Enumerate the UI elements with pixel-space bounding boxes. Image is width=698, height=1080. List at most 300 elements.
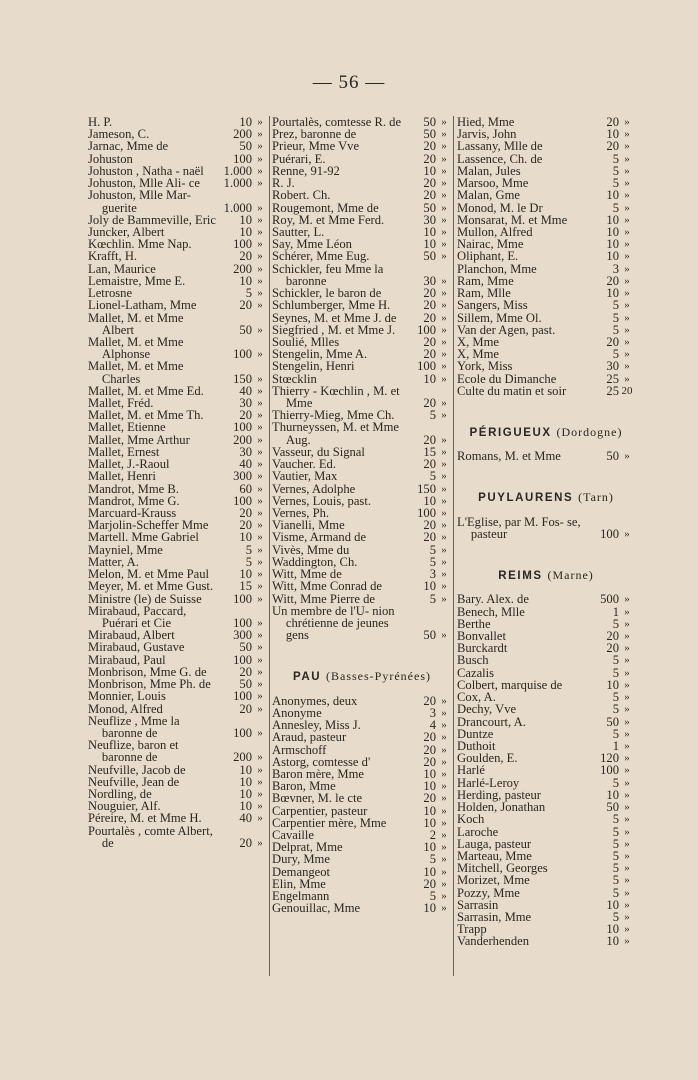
donation-amount: 200	[233, 432, 252, 447]
donor-name: Duntze	[457, 726, 494, 741]
centimes-mark: »	[624, 801, 630, 814]
donation-amount: 5	[612, 885, 619, 900]
section-city: REIMS	[498, 570, 543, 583]
donation-amount: 5	[612, 861, 619, 876]
centimes-mark: »	[441, 287, 447, 300]
donor-name: Berthe	[457, 616, 491, 631]
donor-name: Melon, M. et Mme Paul	[88, 567, 210, 582]
donor-name: Benech, Mlle	[457, 604, 525, 619]
donor-entry	[272, 605, 452, 642]
donation-amount: 5	[612, 665, 619, 680]
centimes-mark: »	[624, 935, 630, 948]
centimes-mark: »	[257, 653, 263, 666]
donor-entry	[88, 739, 268, 763]
donor-name: L'Eglise, par M. Fos- se, pasteur	[457, 514, 581, 541]
centimes-mark: »	[257, 299, 263, 312]
section-heading	[272, 670, 452, 683]
donor-name: Morizet, Mme	[457, 873, 530, 888]
donor-entry	[88, 421, 268, 433]
donor-name: Hied, Mme	[457, 115, 515, 129]
donor-entry	[272, 531, 452, 543]
donation-amount: 20	[239, 701, 252, 716]
centimes-mark: »	[257, 702, 263, 715]
centimes-mark: »	[257, 287, 263, 300]
donor-entry	[272, 792, 452, 804]
donor-entry	[88, 140, 268, 152]
centimes-mark: »	[441, 531, 447, 544]
donation-amount: 20	[606, 273, 619, 288]
donation-amount: 5	[429, 542, 436, 557]
donor-name: Neufville, Jean de	[88, 774, 180, 789]
centimes-mark: »	[441, 140, 447, 153]
donation-amount: 5	[429, 408, 436, 423]
donation-amount: 20	[423, 791, 436, 806]
donor-name: Prez, baronne de	[272, 127, 357, 142]
donor-name: Sautter, L.	[272, 224, 325, 239]
donor-entry	[272, 312, 452, 324]
donor-name: Schérer, Mme Eug.	[272, 249, 370, 264]
donor-entry	[88, 764, 268, 776]
centimes-mark: »	[441, 494, 447, 507]
centimes-mark: »	[257, 690, 263, 703]
donor-name: Mandrot, Mme B.	[88, 481, 179, 496]
donation-amount: 5	[612, 653, 619, 668]
donor-entry	[272, 805, 452, 817]
donation-amount: 10	[606, 897, 619, 912]
donor-name: Jameson, C.	[88, 127, 150, 142]
donor-entry	[457, 654, 635, 666]
centimes-mark: »	[624, 274, 630, 287]
centimes-mark: »	[624, 311, 630, 324]
centimes-mark: »	[257, 800, 263, 813]
centimes-mark: »	[257, 751, 263, 764]
donor-name: Baron, Mme	[272, 779, 336, 794]
donation-amount: 20	[423, 298, 436, 313]
donor-entry	[457, 189, 635, 201]
centimes-mark: »	[257, 788, 263, 801]
donor-name: Joly de Bammeville, Eric	[88, 212, 217, 227]
donor-name: Schickler, le baron de	[272, 286, 382, 301]
donor-entry	[88, 336, 268, 360]
centimes-mark: »	[441, 128, 447, 141]
donation-amount: 5	[612, 702, 619, 717]
donor-entry	[88, 593, 268, 605]
donation-amount: 20	[239, 518, 252, 533]
section-spacer	[457, 397, 635, 424]
donor-name: Drancourt, A.	[457, 714, 526, 729]
centimes-mark: »	[624, 116, 630, 128]
donation-amount: 25	[606, 383, 619, 398]
donor-name: Johuston, Mlle Ali- ce	[88, 176, 200, 191]
centimes-mark: »	[624, 715, 630, 728]
donor-name: Demangeot	[272, 864, 331, 879]
donation-amount: 300	[233, 628, 252, 643]
donor-name: Marsoo, Mme	[457, 176, 529, 191]
donor-name: Pourtalès, comtesse R. de	[272, 115, 402, 129]
donation-amount: 10	[606, 188, 619, 203]
centimes-mark: »	[257, 164, 263, 177]
donor-name: Stœcklin	[272, 371, 317, 386]
donor-entry	[457, 593, 635, 605]
centimes-mark: »	[441, 731, 447, 744]
centimes-mark: »	[257, 629, 263, 642]
donation-amount: 30	[239, 444, 252, 459]
donation-amount: 20	[423, 457, 436, 472]
centimes-mark: »	[257, 580, 263, 593]
donor-entry	[272, 483, 452, 495]
donation-amount: 20	[606, 139, 619, 154]
donation-amount: 60	[239, 481, 252, 496]
donor-name: Neuflize, baron et baronne de	[88, 738, 179, 765]
donor-name: Mallet, Mme Arthur	[88, 432, 190, 447]
donor-entry	[457, 202, 635, 214]
centimes-mark: »	[441, 177, 447, 190]
donor-name: Sangers, Miss	[457, 298, 528, 313]
donor-entry	[88, 299, 268, 311]
centimes-mark: »	[624, 213, 630, 226]
centimes-mark: »	[624, 911, 630, 924]
donor-entry	[272, 421, 452, 445]
donation-amount: 10	[606, 249, 619, 264]
donation-amount: 20	[606, 641, 619, 656]
donation-amount: 30	[606, 359, 619, 374]
donation-amount: 20	[423, 742, 436, 757]
donation-amount: 10	[239, 762, 252, 777]
donor-name: Monbrison, Mme Ph. de	[88, 677, 211, 692]
donation-amount: 20	[606, 629, 619, 643]
donation-amount: 5	[612, 775, 619, 790]
donation-amount: 1	[612, 738, 619, 753]
section-spacer	[457, 462, 635, 489]
donor-name: Robert. Ch.	[272, 188, 331, 203]
donor-entry	[272, 250, 452, 262]
donation-amount: 5	[612, 347, 619, 362]
donor-name: Harlé	[457, 763, 485, 778]
donation-amount: 30	[423, 273, 436, 288]
donor-name: X, Mme	[457, 334, 499, 349]
centimes-mark: »	[441, 853, 447, 866]
centimes-mark: »	[441, 348, 447, 361]
section-heading	[457, 426, 635, 439]
donation-amount: 10	[606, 677, 619, 692]
centimes-mark: »	[624, 593, 630, 606]
donation-amount: 100	[233, 689, 252, 704]
donor-name: Martell. Mme Gabriel	[88, 530, 199, 545]
centimes-mark: »	[624, 788, 630, 801]
donation-amount: 5	[612, 726, 619, 741]
section-region: (Basses-Pyrénées)	[326, 669, 431, 684]
donor-entry	[88, 825, 268, 849]
donor-name: Anonymes, deux	[272, 693, 358, 708]
donation-amount: 15	[239, 579, 252, 594]
centimes-mark: »	[257, 568, 263, 581]
donation-amount: 10	[239, 115, 252, 129]
donation-amount: 1.000	[223, 163, 252, 178]
centimes-mark: »	[624, 849, 630, 862]
donation-amount: 10	[239, 787, 252, 802]
donor-name: Neuflize , Mme la baronne de	[88, 713, 180, 740]
donor-name: Jarnac, Mme de	[88, 139, 169, 154]
donor-name: Carpentier, pasteur	[272, 803, 368, 818]
centimes-mark: »	[257, 116, 263, 128]
centimes-mark: »	[441, 568, 447, 581]
donor-name: Baron mère, Mme	[272, 766, 364, 781]
donor-entry	[272, 373, 452, 385]
donation-amount: 5	[612, 151, 619, 166]
donation-amount: 20	[606, 334, 619, 349]
donor-name: Mullon, Alfred	[457, 224, 533, 239]
donor-name: Ram, Mme	[457, 273, 514, 288]
centimes-mark: »	[624, 164, 630, 177]
centimes-mark: »	[257, 274, 263, 287]
centimes-mark: »	[257, 201, 263, 214]
centimes-mark: »	[257, 213, 263, 226]
donor-name: Colbert, marquise de	[457, 677, 563, 692]
donation-amount: 10	[239, 224, 252, 239]
donation-amount: 10	[239, 530, 252, 545]
centimes-mark: »	[257, 531, 263, 544]
donation-amount: 100	[233, 237, 252, 252]
centimes-mark: »	[441, 189, 447, 202]
donor-name: Letrosne	[88, 286, 133, 301]
donor-name: Siegfried , M. et Mme J.	[272, 322, 396, 337]
centimes-mark: »	[257, 678, 263, 691]
donation-amount: 40	[239, 457, 252, 472]
donor-name: Neufville, Jacob de	[88, 762, 186, 777]
section-region: (Tarn)	[578, 490, 614, 505]
donor-entry	[88, 483, 268, 495]
donor-name: Armschoff	[272, 742, 327, 757]
donor-name: Laroche	[457, 824, 499, 839]
donor-name: Johuston	[88, 151, 133, 166]
centimes-mark: »	[624, 654, 630, 667]
donor-entry	[272, 580, 452, 592]
centimes-mark: »	[257, 250, 263, 263]
donor-name: Sillem, Mme Ol.	[457, 310, 542, 325]
centimes-mark: »	[624, 727, 630, 740]
centimes-mark: »	[441, 890, 447, 903]
column-1	[88, 116, 268, 849]
centimes-mark: »	[624, 323, 630, 336]
donor-name: Monsarat, M. et Mme	[457, 212, 568, 227]
donation-amount: 5	[612, 910, 619, 925]
donor-entry	[88, 250, 268, 262]
donor-name: Mirabaud, Paccard, Puérari et Cie	[88, 603, 187, 630]
donor-name: Meyer, M. et Mme Gust.	[88, 579, 214, 594]
donor-name: Malan, Gme	[457, 188, 520, 203]
centimes-mark: »	[441, 755, 447, 768]
donor-name: Vernes, Louis, past.	[272, 493, 371, 508]
donor-name: Bœvner, M. le cte	[272, 791, 363, 806]
donor-name: Lan, Maurice	[88, 261, 156, 276]
donor-entry	[457, 385, 635, 397]
section-region: (Dordogne)	[556, 425, 623, 440]
donation-amount: 10	[239, 273, 252, 288]
donation-amount: 10	[239, 567, 252, 582]
donation-amount: 20	[239, 835, 252, 850]
donor-name: Trapp	[457, 922, 487, 937]
centimes-mark: »	[257, 507, 263, 519]
donor-name: H. P.	[88, 115, 113, 129]
donation-amount: 150	[233, 371, 252, 386]
donor-name: Vernes, Ph.	[272, 506, 330, 520]
donor-entry	[272, 299, 452, 311]
donor-entry	[457, 360, 635, 372]
donor-name: Elin, Mme	[272, 876, 326, 891]
donation-amount: 100	[600, 763, 619, 778]
donor-entry	[272, 202, 452, 214]
donation-amount: 5	[612, 848, 619, 863]
centimes-mark: »	[624, 739, 630, 752]
donor-name: Schickler, feu Mme la baronne	[272, 261, 384, 288]
donor-entry	[457, 299, 635, 311]
centimes-mark: »	[441, 629, 447, 642]
donor-name: Delprat, Mme	[272, 840, 343, 855]
centimes-mark: »	[441, 470, 447, 483]
donation-amount: 10	[423, 840, 436, 855]
donor-name: Vanderhenden	[457, 934, 530, 949]
donation-amount: 2	[429, 828, 436, 843]
centimes-mark: »	[441, 816, 447, 829]
donation-amount: 5	[612, 163, 619, 178]
donor-name: Vernes, Adolphe	[272, 481, 356, 496]
centimes-mark: »	[441, 360, 447, 373]
donor-entry	[457, 887, 635, 899]
donor-name: Duthoit	[457, 738, 496, 753]
centimes-mark: »	[257, 726, 263, 739]
donation-amount: 150	[417, 481, 436, 496]
donor-entry	[272, 263, 452, 287]
centimes-mark: »	[257, 775, 263, 788]
donation-amount: 30	[239, 396, 252, 411]
donation-amount: 50	[239, 640, 252, 655]
donor-name: Mallet, Henri	[88, 469, 156, 484]
donor-name: R. J.	[272, 176, 295, 191]
donation-amount: 25	[606, 371, 619, 386]
donor-entry	[457, 250, 635, 262]
centimes-mark: »	[441, 543, 447, 556]
centimes-mark: »	[441, 719, 447, 732]
donor-name: Annesley, Miss J.	[272, 718, 361, 733]
donation-amount: 10	[423, 766, 436, 781]
donor-entry	[88, 263, 268, 275]
centimes-mark: »	[624, 348, 630, 361]
donor-name: Mallet, Fréd.	[88, 396, 154, 411]
donor-name: Vasseur, du Signal	[272, 444, 365, 459]
donation-amount: 4	[429, 718, 436, 733]
centimes-mark: »	[624, 140, 630, 153]
donor-entry	[272, 593, 452, 605]
centimes-mark: »	[257, 409, 263, 422]
donor-name: Bary. Alex. de	[457, 592, 529, 607]
donation-amount: 50	[239, 322, 252, 337]
centimes-mark: »	[624, 225, 630, 238]
donor-name: Stengelin, Henri	[272, 359, 355, 374]
donor-name: Juncker, Albert	[88, 224, 165, 239]
centimes-mark: »	[257, 519, 263, 532]
column-2	[272, 116, 452, 915]
donation-amount: 100	[600, 526, 619, 541]
centimes-mark: »	[624, 262, 630, 275]
donation-amount: 100	[233, 420, 252, 435]
centimes-mark: »	[624, 691, 630, 704]
donation-amount: 5	[612, 176, 619, 191]
column-3	[457, 116, 635, 948]
donor-name: Witt, Mme Pierre de	[272, 591, 376, 606]
donor-name: Culte du matin et soir	[457, 383, 567, 398]
donor-name: Monod, Alfred	[88, 701, 163, 716]
donor-entry	[272, 695, 452, 707]
donor-name: Marteau, Mme	[457, 848, 532, 863]
centimes-mark: »	[257, 397, 263, 410]
donor-name: Johuston, Mlle Mar- guerite	[88, 188, 191, 215]
donor-name: Ecole du Dimanche	[457, 371, 557, 386]
donor-name: Dechy, Vve	[457, 702, 517, 717]
donation-amount: 10	[606, 922, 619, 937]
donor-name: Lauga, pasteur	[457, 836, 532, 851]
donation-amount: 20	[423, 518, 436, 533]
centimes-mark: »	[441, 780, 447, 793]
donation-amount: 10	[423, 579, 436, 594]
donation-amount: 20	[239, 249, 252, 264]
donation-amount: 100	[417, 359, 436, 374]
donor-name: Lassany, Mlle de	[457, 139, 543, 154]
centimes-mark: »	[441, 201, 447, 214]
donor-name: Koch	[457, 812, 485, 827]
donor-name: Vaucher. Ed.	[272, 457, 336, 472]
donor-name: Mayniel, Mme	[88, 542, 163, 557]
donation-amount: 10	[606, 212, 619, 227]
donor-name: Un membre de l'U- nion chrétienne de jeunes gens	[272, 603, 395, 643]
donation-amount: 30	[423, 212, 436, 227]
donation-amount: 10	[239, 212, 252, 227]
donor-name: Mitchell, Georges	[457, 861, 548, 876]
donation-amount: 5	[429, 469, 436, 484]
donation-amount: 10	[423, 493, 436, 508]
centimes-mark: »	[624, 862, 630, 875]
centimes-mark: »	[441, 865, 447, 878]
section-city: PUYLAURENS	[478, 492, 574, 505]
donor-name: Mallet, J.-Raoul	[88, 457, 170, 472]
centimes-mark: »	[257, 225, 263, 238]
section-heading	[457, 569, 635, 582]
donor-entry	[272, 731, 452, 743]
centimes-mark: »	[624, 177, 630, 190]
centimes-mark: »	[257, 262, 263, 275]
centimes-mark: »	[441, 238, 447, 251]
centimes-mark: »	[257, 140, 263, 153]
centimes-mark: »	[441, 225, 447, 238]
centimes-mark: »	[624, 923, 630, 936]
donor-entry	[88, 812, 268, 824]
donor-entry	[457, 373, 635, 385]
donation-amount: 20	[423, 176, 436, 191]
donor-name: Thierry - Kœchlin , M. et Mme	[272, 383, 400, 411]
centimes-mark: »	[624, 238, 630, 251]
donation-amount: 20	[423, 432, 436, 447]
donor-name: Witt, Mme Conrad de	[272, 579, 383, 594]
centimes-mark: »	[257, 128, 263, 141]
donor-name: Mallet, M. et Mme Albert	[88, 310, 184, 337]
donor-entry	[457, 516, 635, 540]
donor-name: Johuston , Natha - naël	[88, 163, 204, 178]
donation-amount: 20	[606, 115, 619, 129]
centimes-mark: »	[624, 764, 630, 777]
donor-name: Vautier, Max	[272, 469, 338, 484]
donor-entry	[457, 777, 635, 789]
centimes-mark: »	[441, 250, 447, 263]
donor-name: Genouillac, Mme	[272, 901, 361, 916]
